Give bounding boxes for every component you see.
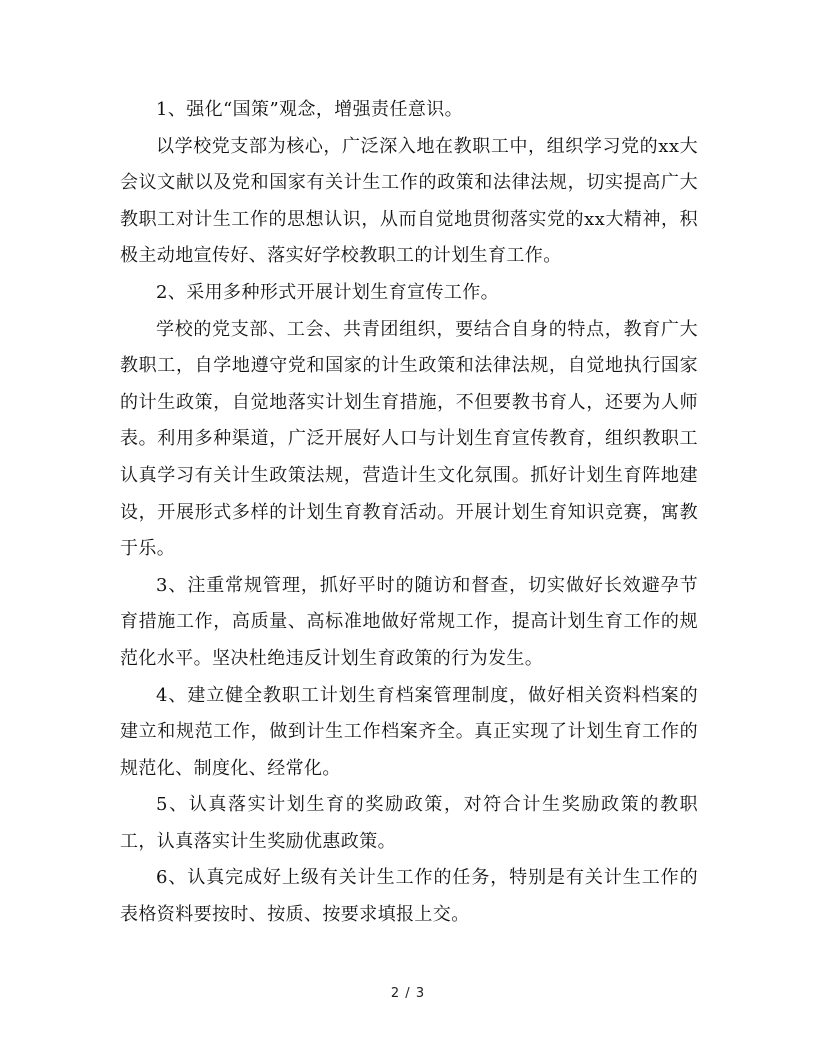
page-number: 2 / 3 xyxy=(390,986,426,1001)
document-body xyxy=(120,92,698,934)
paragraph-1-body: 以学校党支部为核心，广泛深入地在教职工中，组织学习党的xx大会议文献以及党和国家有关计生工作的政策和法律法规，切实提高广大教职工对计生工作的思想认识，从而自觉地贯彻落实党的xx大精神，积极主动地宣传好、落实好学校教职工的计划生育工作。 xyxy=(120,135,698,267)
paragraph-5: 5、认真落实计划生育的奖励政策，对符合计生奖励政策的教职工，认真落实计生奖励优惠政策。 xyxy=(120,794,698,852)
paragraph-2-heading: 2、采用多种形式开展计划生育宣传工作。 xyxy=(156,281,500,303)
paragraph-4: 4、建立健全教职工计划生育档案管理制度，做好相关资料档案的建立和规范工作，做到计生工作档案齐全。真正实现了计划生育工作的规范化、制度化、经常化。 xyxy=(120,684,698,779)
paragraph-2-body: 学校的党支部、工会、共青团组织，要结合自身的特点，教育广大教职工，自学地遵守党和国家的计生政策和法律法规，自觉地执行国家的计生政策，自觉地落实计划生育措施，不但要教书育人，还要为人师表。利用多种渠道，广泛开展好人口与计划生育宣传教育，组织教职工认真学习有关计生政策法规，营造计生文化氛围。抓好计划生育阵地建设，开展形式多样的计划生育教育活动。开展计划生育知识竞赛，寓教于乐。 xyxy=(120,318,698,560)
paragraph-1-heading: 1、强化“国策”观念，增强责任意识。 xyxy=(156,99,464,120)
paragraph-3: 3、注重常规管理，抓好平时的随访和督查，切实做好长效避孕节育措施工作，高质量、高标准地做好常规工作，提高计划生育工作的规范化水平。坚决杜绝违反计划生育政策的行为发生。 xyxy=(120,574,698,669)
paragraph-6: 6、认真完成好上级有关计生工作的任务，特别是有关计生工作的表格资料要按时、按质、按要求填报上交。 xyxy=(120,867,698,926)
